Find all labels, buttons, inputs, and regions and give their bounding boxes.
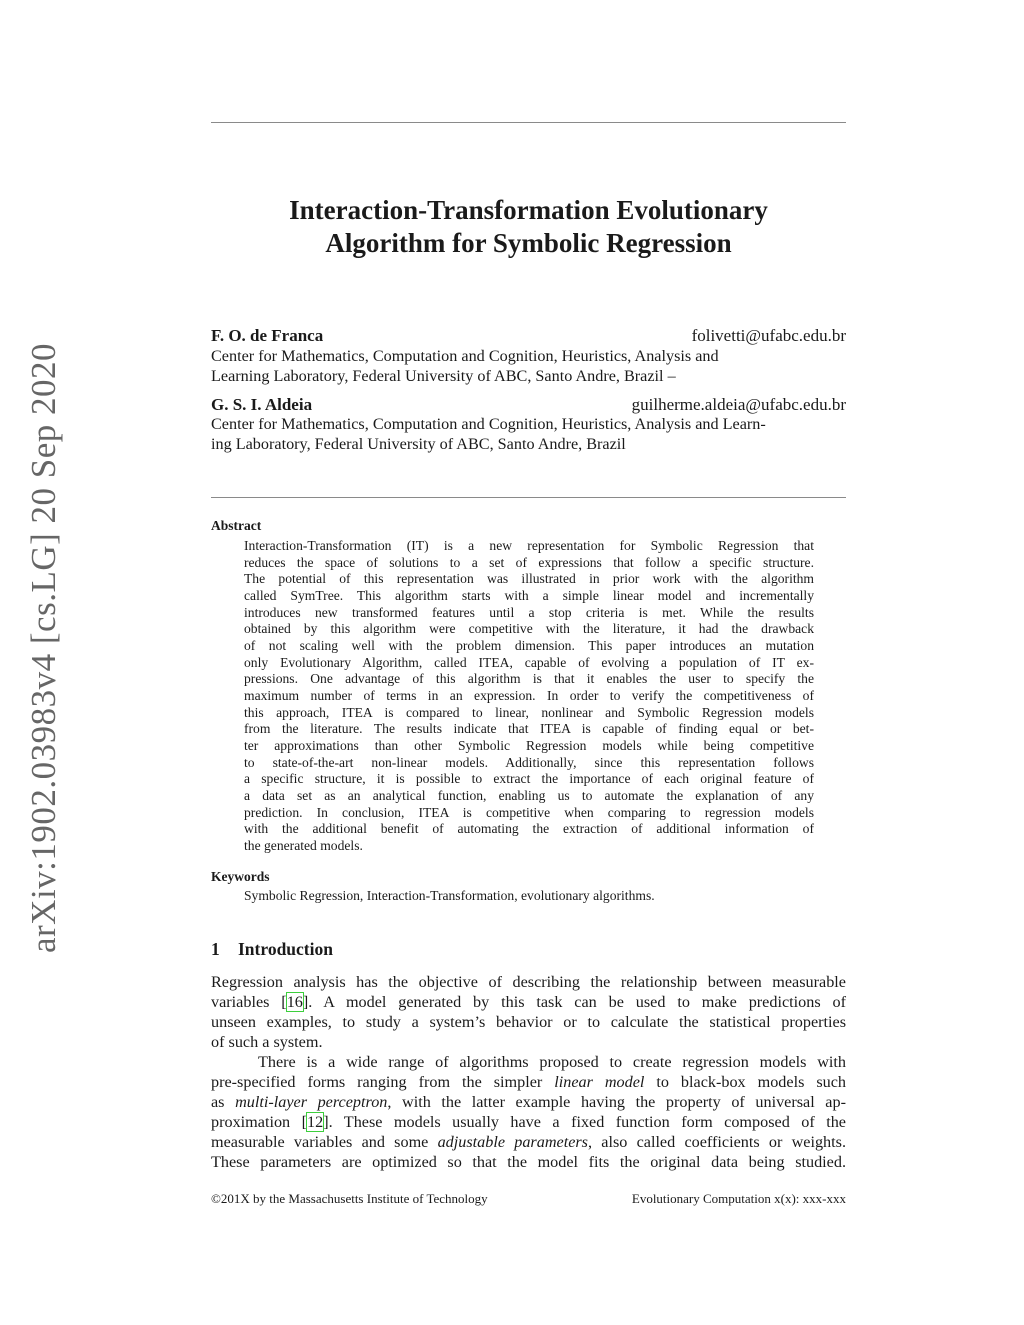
affiliation-line: Center for Mathematics, Computation and Cognition, Heuristics, Analysis and Learn- bbox=[211, 415, 766, 433]
copyright-notice: ©201X by the Massachusetts Institute of Technology bbox=[211, 1191, 488, 1206]
author-1-name: F. O. de Franca bbox=[211, 326, 324, 345]
emphasis: linear model bbox=[554, 1073, 645, 1091]
abstract-line: from the literature. The results indicate that ITEA is capable of finding equal or bet- bbox=[244, 721, 814, 737]
abstract-line: the generated models. bbox=[244, 837, 363, 853]
keywords-text: Symbolic Regression, Interaction-Transformation, evolutionary algorithms. bbox=[244, 888, 655, 903]
paper-title bbox=[211, 194, 846, 260]
emphasis: adjustable parameters bbox=[437, 1133, 588, 1151]
abstract-rule bbox=[211, 497, 846, 498]
author-2-name: G. S. I. Aldeia bbox=[211, 395, 313, 414]
section-number: 1 bbox=[211, 939, 220, 959]
text-run: , also called coefficients or weights. bbox=[588, 1133, 846, 1151]
body-text bbox=[211, 972, 846, 1172]
arxiv-stamp: arXiv:1902.03983v4 [cs.LG] 20 Sep 2020 bbox=[24, 342, 63, 954]
text-run: variables [ bbox=[211, 993, 287, 1011]
abstract-line: prediction. In conclusion, ITEA is competitive when comparing to regression models bbox=[244, 804, 814, 820]
text-run: pre-specified forms ranging from the simpler bbox=[211, 1073, 555, 1091]
abstract-body bbox=[244, 538, 814, 854]
emphasis: multi-layer perceptron bbox=[235, 1093, 388, 1111]
text-run: measurable variables and some bbox=[211, 1133, 438, 1151]
title-line-1: Interaction-Transformation Evolutionary bbox=[289, 195, 768, 225]
section-heading bbox=[211, 939, 333, 960]
page-footer bbox=[211, 1191, 846, 1207]
abstract-line: introduces new transformed features until a stop criteria is met. While the results bbox=[244, 604, 814, 620]
text-run: as bbox=[211, 1093, 236, 1111]
abstract-line: to state-of-the-art non-linear models. Additionally, since this representation follows bbox=[244, 754, 814, 770]
affiliation-line: Center for Mathematics, Computation and Cognition, Heuristics, Analysis and bbox=[211, 347, 719, 365]
affiliation-line: Learning Laboratory, Federal University of ABC, Santo Andre, Brazil – bbox=[211, 367, 676, 385]
abstract-line: called SymTree. This algorithm starts with a simple linear model and incrementally bbox=[244, 587, 814, 603]
text-run: ]. A model generated by this task can be used to make predictions of bbox=[302, 993, 846, 1011]
body-line: Regression analysis has the objective of describing the relationship between measurable bbox=[211, 973, 846, 991]
keywords-heading: Keywords bbox=[211, 869, 270, 884]
text-run: ]. These models usually have a fixed function form composed of the bbox=[323, 1113, 846, 1131]
abstract-line: maximum number of terms in an expression. In order to verify the competitiveness of bbox=[244, 687, 814, 703]
title-line-2: Algorithm for Symbolic Regression bbox=[325, 228, 732, 258]
author-1 bbox=[211, 326, 846, 346]
abstract-line: ter approximations than other Symbolic Regression models while being competitive bbox=[244, 737, 814, 753]
abstract-line: a specific structure, it is possible to extract the importance of each original feature of bbox=[244, 771, 814, 787]
author-2-affiliation bbox=[211, 414, 846, 454]
abstract-line: this approach, ITEA is compared to linear, nonlinear and Symbolic Regression models bbox=[244, 704, 814, 720]
abstract-line: of not scaling well with the problem dimension. This paper introduces an mutation bbox=[244, 637, 814, 653]
abstract-line: a data set as an analytical function, enabling us to automate the explanation of any bbox=[244, 787, 814, 803]
body-line bbox=[211, 1112, 846, 1132]
citation-link[interactable]: 16 bbox=[286, 993, 303, 1011]
abstract-line: pressions. One advantage of this algorithm is that it enables the user to specify the bbox=[244, 671, 814, 687]
abstract-line: reduces the space of solutions to a set of expressions that follow a specific structure. bbox=[244, 554, 814, 570]
author-1-affiliation bbox=[211, 346, 846, 386]
text-run: proximation [ bbox=[211, 1113, 307, 1131]
author-2-email[interactable]: guilherme.aldeia@ufabc.edu.br bbox=[631, 395, 846, 414]
text-run: , with the latter example having the property of universal ap- bbox=[387, 1093, 846, 1111]
abstract-line: obtained by this algorithm were competitive with the literature, it had the drawback bbox=[244, 621, 814, 637]
author-1-email[interactable]: folivetti@ufabc.edu.br bbox=[691, 326, 846, 345]
body-line bbox=[211, 1132, 846, 1152]
text-run: to black-box models such bbox=[644, 1073, 846, 1091]
section-title: Introduction bbox=[238, 939, 333, 959]
body-line: There is a wide range of algorithms proposed to create regression models with bbox=[258, 1053, 846, 1071]
abstract-line: with the additional benefit of automating the extraction of additional information of bbox=[244, 821, 814, 837]
abstract-line: Interaction-Transformation (IT) is a new representation for Symbolic Regression that bbox=[244, 538, 814, 553]
top-rule bbox=[211, 122, 846, 123]
journal-info: Evolutionary Computation x(x): xxx-xxx bbox=[631, 1191, 846, 1206]
abstract-line: only Evolutionary Algorithm, called ITEA, capable of evolving a population of IT ex- bbox=[244, 654, 814, 670]
body-line bbox=[211, 1092, 846, 1112]
body-line: These parameters are optimized so that the model fits the original data being studied. bbox=[211, 1153, 846, 1171]
body-line: of such a system. bbox=[211, 1033, 323, 1051]
abstract-line: The potential of this representation was illustrated in prior work with the algorithm bbox=[244, 571, 814, 587]
citation-link[interactable]: 12 bbox=[307, 1113, 324, 1131]
abstract-heading: Abstract bbox=[211, 518, 262, 533]
author-2 bbox=[211, 395, 846, 415]
body-line: unseen examples, to study a system’s behavior or to calculate the statistical properties bbox=[211, 1013, 846, 1031]
affiliation-line: ing Laboratory, Federal University of ABC, Santo Andre, Brazil bbox=[211, 435, 626, 453]
body-line bbox=[211, 992, 846, 1012]
body-line bbox=[211, 1072, 846, 1092]
